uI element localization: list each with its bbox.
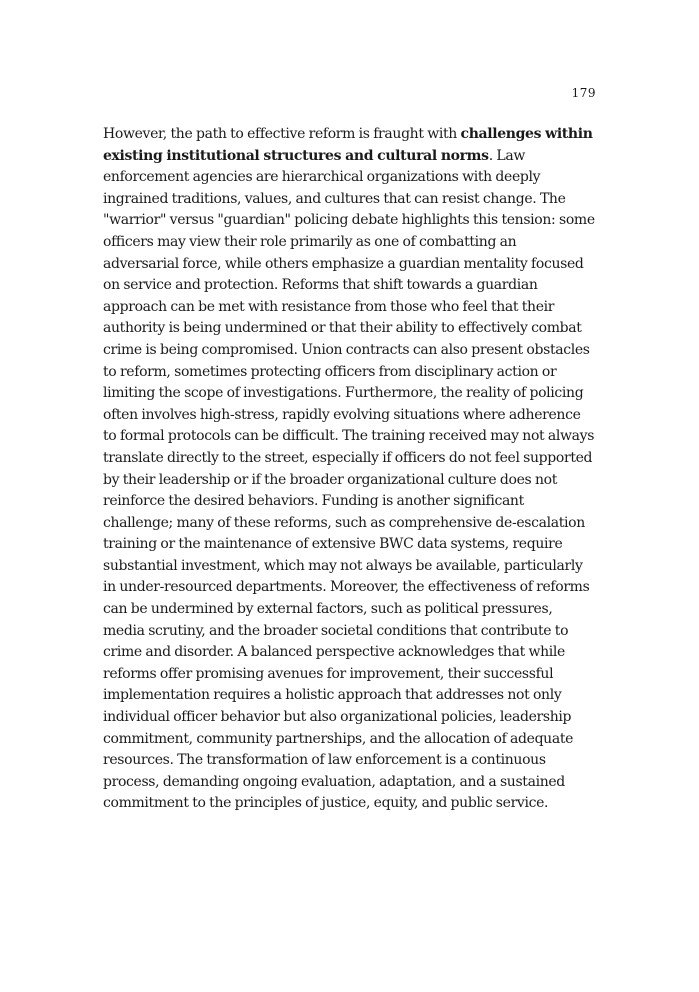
paragraph-body-text: . Law enforcement agencies are hierarchical organizations with deeply ingrained traditions, values, and cultures that can resist change. The "warrior" versus "guardian" policing debate highlights this tension: some officers may view their role primarily as one of combatting an adversarial force, while others emphasize a guardian mentality focused on service and protection. Reforms that shift towards a guardian approach can be met with resistance from those who feel that their authority is being undermined or that their ability to effectively combat crime is being compromised. Union contracts can also present obstacles to reform, sometimes protecting officers from disciplinary action or limiting the scope of investigations. Furthermore, the reality of policing often involves high-stress, rapidly evolving situations where adherence to formal protocols can be difficult. The training received may not always translate directly to the street, especially if officers do not feel supported by their leadership or if the broader organizational culture does not reinforce the desired behaviors. Funding is another significant challenge; many of these reforms, such as comprehensive de-escalation training or the maintenance of extensive BWC data systems, require substantial investment, which may not always be available, particularly in under-resourced departments. Moreover, the effectiveness of reforms can be undermined by external factors, such as political pressures, media scrutiny, and the broader societal conditions that contribute to crime and disorder. A balanced perspective acknowledges that while reforms offer promising avenues for improvement, their successful implementation requires a holistic approach that addresses not only individual officer behavior but also organizational policies, leadership commitment, community partnerships, and the allocation of adequate resources. The transformation of law enforcement is a continuous process, demanding ongoing evaluation, adaptation, and a sustained commitment to the principles of justice, equity, and public service. [103,147,595,812]
paragraph-lead-text: However, the path to effective reform is fraught with [103,126,461,142]
body-paragraph [103,124,595,815]
page-number: 179 [571,86,596,100]
paragraph-emphasis-text: challenges within existing institutional structures and cultural norms [103,126,593,164]
